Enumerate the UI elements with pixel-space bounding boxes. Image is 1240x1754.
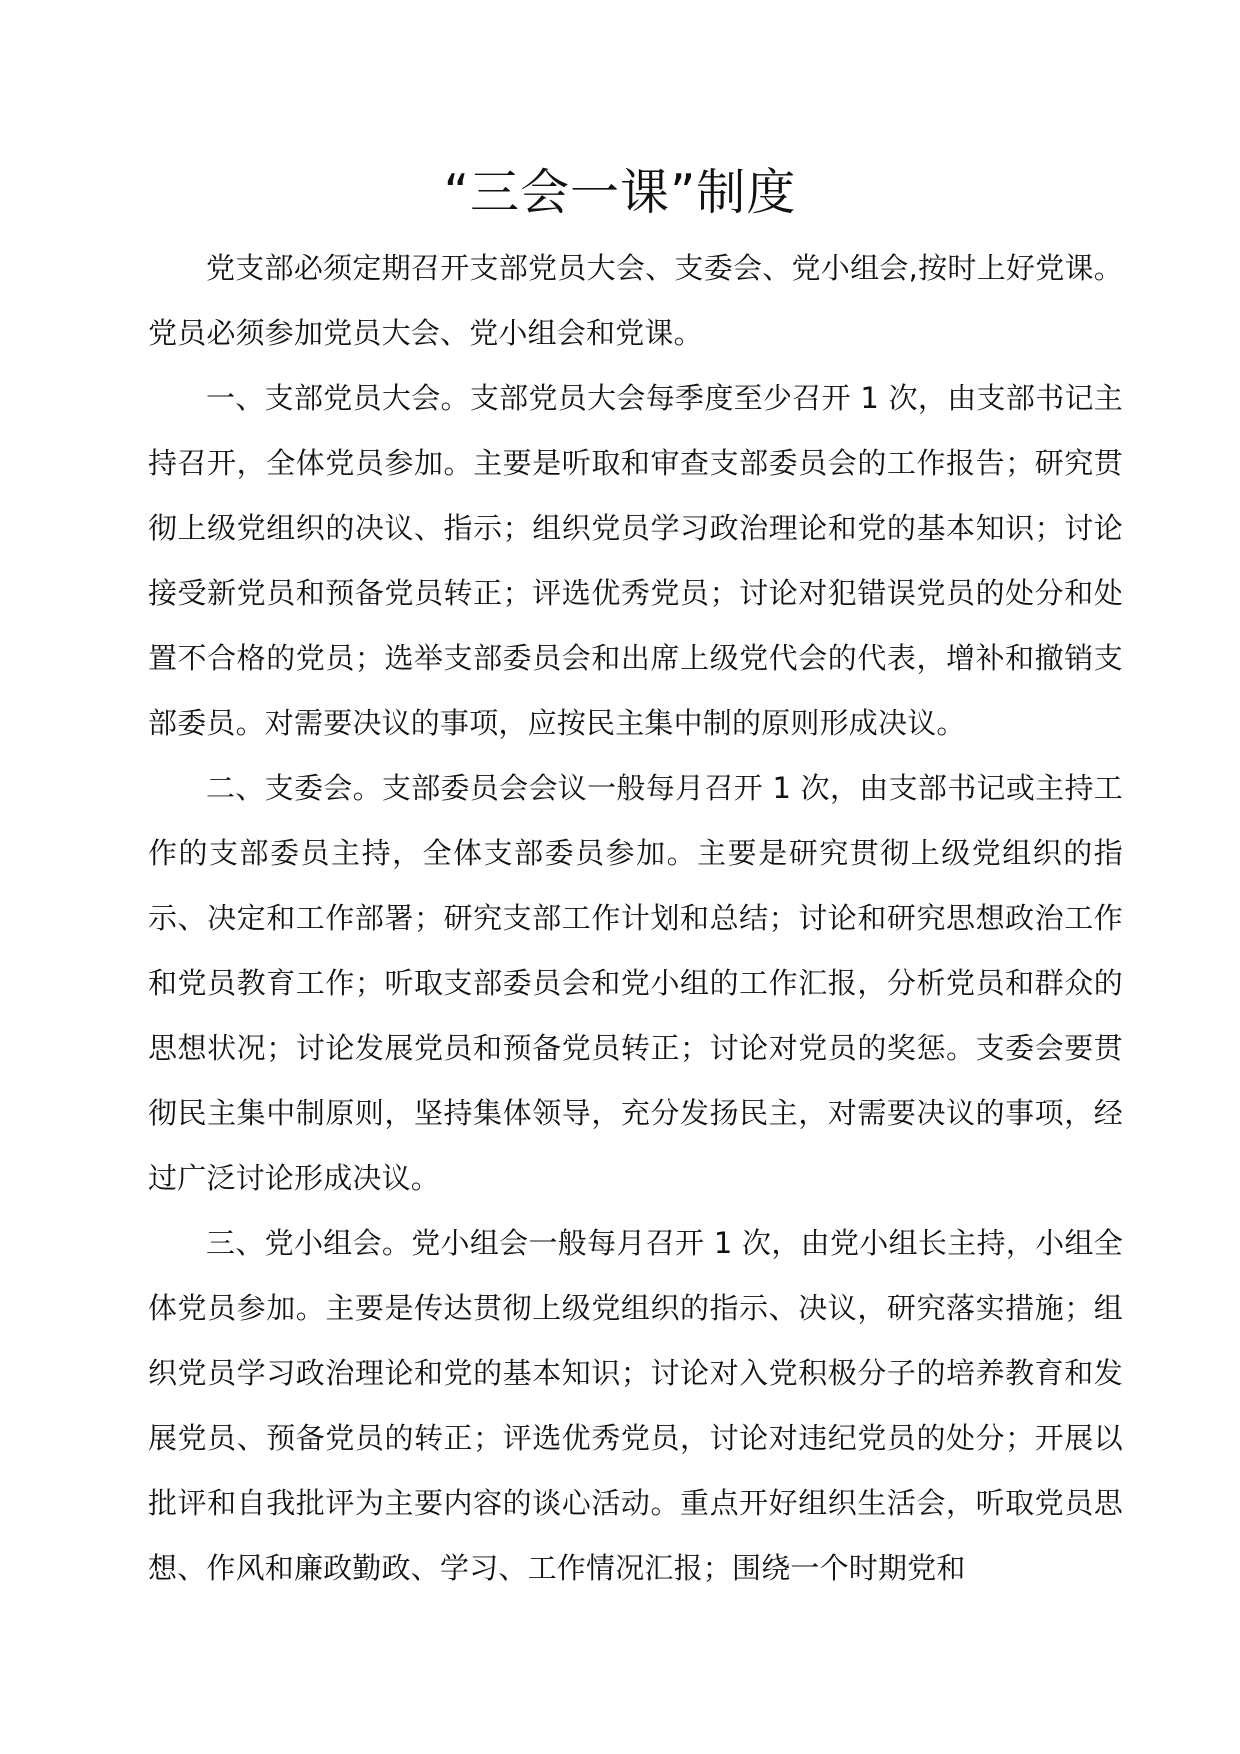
paragraph-party-group-meeting: 三、党小组会。党小组会一般每月召开 1 次，由党小组长主持，小组全体党员参加。主要是传达贯彻上级党组织的指示、决议，研究落实措施；组织党员学习政治理论和党的基本知识；讨论对入党积极分子的培养教育和发展党员、预备党员的转正；评选优秀党员，讨论对违纪党员的处分；开展以批评和自我批评为主要内容的谈心活动。重点开好组织生活会，听取党员思想、作风和廉政勤政、学习、工作情况汇报；围绕一个时期党和 — [148, 1226, 1123, 1585]
document-body — [148, 236, 1123, 1601]
document-title: “三会一课”制度 — [443, 164, 797, 221]
paragraph-branch-general-meeting: 一、支部党员大会。支部党员大会每季度至少召开 1 次，由支部书记主持召开，全体党员参加。主要是听取和审查支部委员会的工作报告；研究贯彻上级党组织的决议、指示；组织党员学习政治理论和党的基本知识；讨论接受新党员和预备党员转正；评选优秀党员；讨论对犯错误党员的处分和处置不合格的党员；选举支部委员会和出席上级党代会的代表，增补和撤销支部委员。对需要决议的事项，应按民主集中制的原则形成决议。 — [148, 381, 1123, 740]
paragraph-intro: 党支部必须定期召开支部党员大会、支委会、党小组会,按时上好党课。党员必须参加党员大会、党小组会和党课。 — [148, 251, 1123, 350]
paragraph-branch-committee-meeting: 二、支委会。支部委员会会议一般每月召开 1 次，由支部书记或主持工作的支部委员主持，全体支部委员参加。主要是研究贯彻上级党组织的指示、决定和工作部署；研究支部工作计划和总结；讨论和研究思想政治工作和党员教育工作；听取支部委员会和党小组的工作汇报，分析党员和群众的思想状况；讨论发展党员和预备党员转正；讨论对党员的奖惩。支委会要贯彻民主集中制原则，坚持集体领导，充分发扬民主，对需要决议的事项，经过广泛讨论形成决议。 — [148, 771, 1123, 1195]
